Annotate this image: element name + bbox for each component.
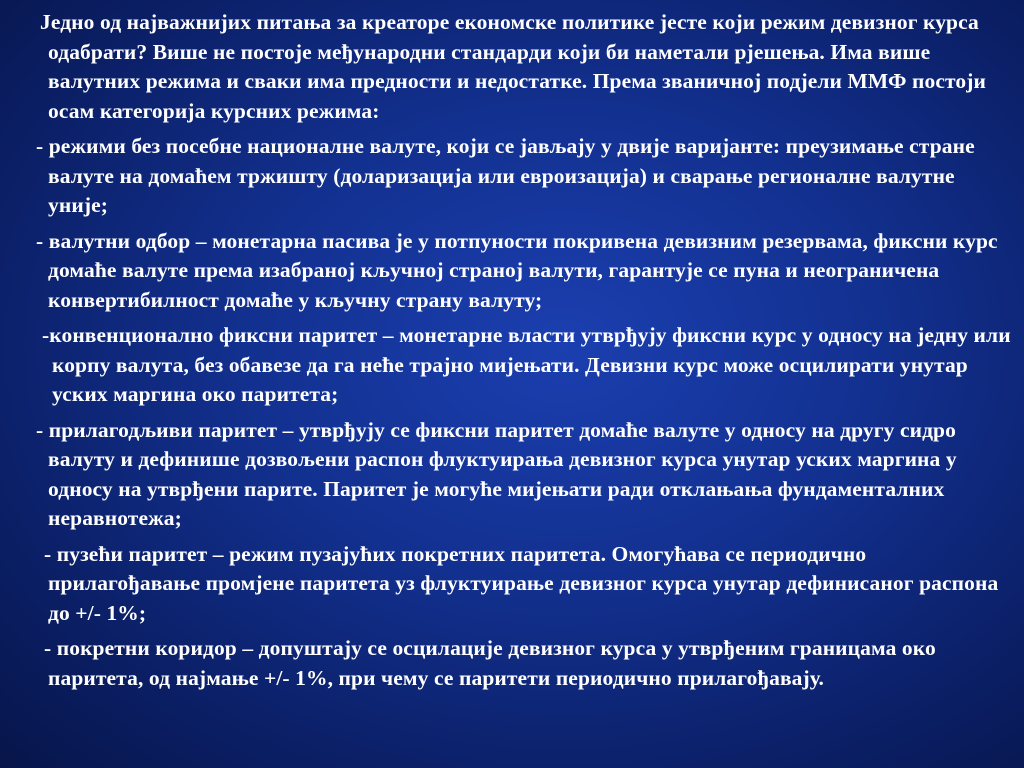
paragraph-adjustable-peg: - прилагодљиви паритет – утврђују се фиксни паритет домаће валуте у односу на другу сидро валуту и дефинише дозвољени распон флуктуирања девизног курса унутар уских маргина у односу на утврђени парите. Паритет је могуће мијењати ради отклањања фундаменталних неравнотежа; [36, 417, 957, 530]
paragraph-intro: Једно од најважнијих питања за креаторе економске политике јесте који режим девизног курса одабрати? Више не постоје међународни стандарди који би наметали рјешења. Има више валутних режима и сваки има предности и недостатке. Према званичној подјели ММФ постоји осам категорија курсних режима: [40, 10, 986, 123]
paragraph-conventional-fixed-peg: -конвенционално фиксни паритет – монетарне власти утврђују фиксни курс у односу на једну или корпу валута, без обавезе да га неће трајно мијењати. Девизни курс може осцилирати унутар уских маргина око паритета; [42, 323, 1011, 406]
paragraph-crawling-peg: - пузећи паритет – режим пузајућих покретних паритета. Омогућава се периодично прилагођавање промјене паритета уз флуктуирање девизног курса унутар дефинисаног распона до +/- 1%; [44, 541, 999, 625]
paragraph-crawling-band: - покретни коридор – допуштају се осцилације девизног курса у утврђеним границама око паритета, од најмање +/- 1%, при чему се паритети периодично прилагођавају. [44, 636, 936, 690]
paragraph-currency-board: - валутни одбор – монетарна пасива је у потпуности покривена девизним резервама, фиксни курс домаће валуте према изабраној кључној страној валути, гарантује се пуна и неограничена конвертибилност домаће у кључну страну валуту; [36, 228, 998, 312]
slide-body-text [0, 8, 1024, 699]
paragraph-no-national-currency: - режими без посебне националне валуте, који се јављају у двије варијанте: преузимање стране валуте на домаћем тржишту (доларизација или евроизација) и сварање регионалне валутне уније; [36, 134, 975, 217]
